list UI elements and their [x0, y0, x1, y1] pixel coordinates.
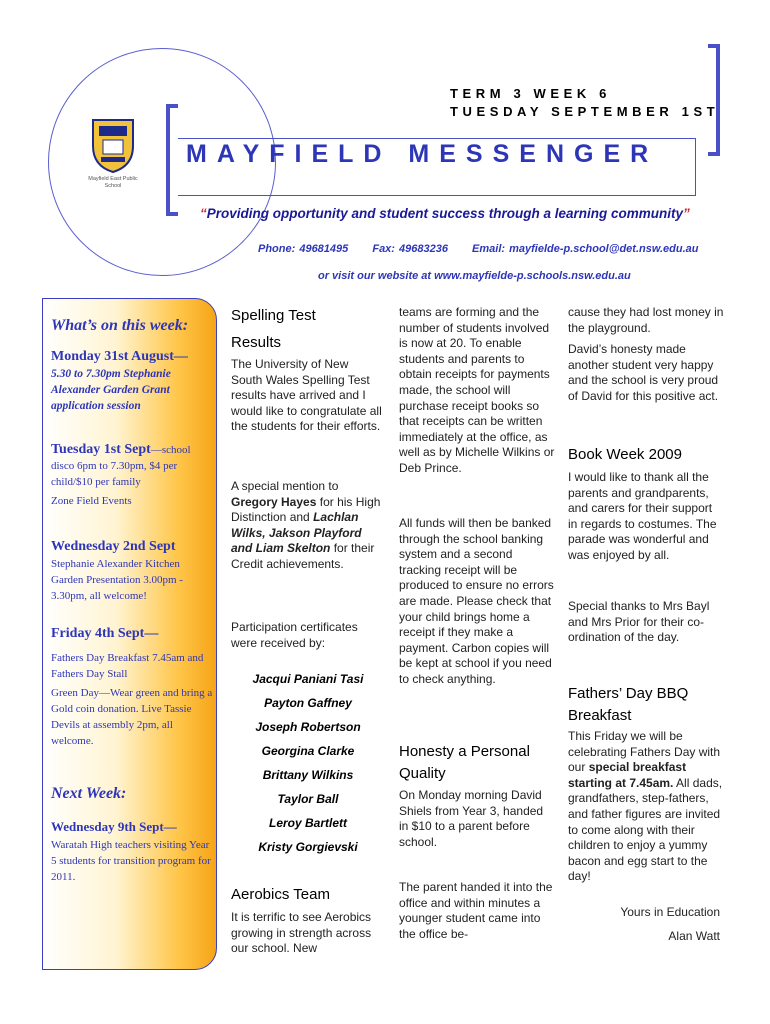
book-week-paragraph-2: Special thanks to Mrs Bayl and Mrs Prior for their co-ordination of the day.	[568, 599, 710, 645]
bbq-intro: This Friday we will be celebrating Fathers Day with our	[568, 729, 721, 775]
book-week-title: Book Week 2009	[568, 446, 682, 463]
funds-paragraph: All funds will then be banked through the school banking system and a second tracking receipt will be produced to ensure no errors are made. Please check that your child brings home a receipt if they make a payment. Carbon copies will be kept at school if you need to check anything.	[399, 516, 554, 686]
tuesday-heading: Tuesday 1st Sept—school	[51, 442, 191, 457]
monday-heading: Monday 31st August—	[51, 349, 188, 364]
spelling-title-line1: Spelling Test	[231, 307, 316, 324]
term-line: TERM 3 WEEK 6	[450, 86, 611, 101]
participation-text: Participation certificates were received by:	[231, 620, 358, 650]
email-address[interactable]: Email: mayfielde-p.school@det.nsw.edu.au	[472, 243, 699, 255]
next-detail: Waratah High teachers visiting Year 5 students for transition program for 2011.	[51, 839, 211, 883]
friday-day: Friday 4th Sept	[51, 626, 145, 641]
bbq-title-line2: Breakfast	[568, 707, 632, 724]
tuesday-day: Tuesday 1st Sept	[51, 442, 151, 457]
school-crest-icon	[91, 116, 135, 174]
honesty-title-line2: Quality	[399, 765, 446, 782]
whats-on-sidebar	[42, 298, 217, 970]
fax-number: Fax: 49683236	[372, 243, 448, 255]
mention-prefix: A special mention to	[231, 479, 339, 493]
honesty-title-line1: Honesty a Personal	[399, 743, 530, 760]
participant-name: Payton Gaffney	[264, 696, 352, 710]
participant-name: Joseph Robertson	[255, 720, 361, 734]
signoff: Yours in Education	[620, 905, 720, 919]
monday-detail: 5.30 to 7.30pm Stephanie Alexander Garden Grant application session	[51, 368, 171, 412]
spelling-title-line2: Results	[231, 334, 282, 351]
honesty-paragraph-2: The parent handed it into the office and within minutes a younger student came into the office be-	[399, 880, 553, 941]
spelling-mention	[231, 479, 383, 573]
next-week-heading: Next Week:	[51, 785, 127, 802]
tuesday-extra: Zone Field Events	[51, 495, 132, 507]
book-week-paragraph-1: I would like to thank all the parents and grandparents, and carers for their support in regards to costumes. The parade was wonderful and was enjoyed by all.	[568, 470, 717, 562]
participant-name: Taylor Ball	[277, 792, 339, 806]
aerobics-title: Aerobics Team	[231, 886, 330, 903]
spelling-intro: The University of New South Wales Spelling Test results have arrived and I would like to congratulate all the students for their efforts.	[231, 357, 382, 434]
mention-suffix: for his High Distinction and	[231, 494, 381, 525]
david-paragraph: David’s honesty made another student very happy and the school is very proud of David for this positive act.	[568, 342, 719, 403]
bracket-left	[166, 104, 178, 216]
credit-tail: for their Credit achievements.	[231, 541, 375, 571]
participant-name: Kristy Gorgievski	[258, 840, 358, 854]
participant-name: Jacqui Paniani Tasi	[252, 672, 364, 686]
phone-number: Phone: 49681495	[258, 243, 349, 255]
contact-line	[258, 243, 719, 255]
wednesday-detail: Stephanie Alexander Kitchen Garden Presentation 3.00pm - 3.30pm, all welcome!	[51, 558, 183, 602]
friday-heading: Friday 4th Sept—	[51, 626, 159, 641]
wednesday-day: Wednesday 2nd Sept	[51, 539, 176, 554]
friday-detail: Fathers Day Breakfast 7.45am and Fathers Day Stall	[51, 652, 204, 680]
logo-caption: Mayfield East Public School	[88, 176, 138, 189]
monday-day: Monday 31st August	[51, 349, 174, 364]
aerobics-text: It is terrific to see Aerobics growing in strength across our school. New	[231, 910, 372, 956]
bbq-paragraph	[568, 729, 724, 885]
participant-name: Brittany Wilkins	[262, 768, 354, 782]
school-logo	[84, 116, 142, 190]
next-day: Wednesday 9th Sept	[51, 819, 164, 834]
honesty-continued: cause they had lost money in the playground.	[568, 305, 724, 335]
signature-name: Alan Watt	[668, 929, 720, 943]
honesty-paragraph-1: On Monday morning David Shiels from Year 3, handed in $10 to a parent before school.	[399, 788, 544, 849]
bbq-highlight: special breakfast starting at 7.45am.	[568, 760, 687, 790]
tuesday-detail-first: school	[161, 444, 191, 456]
teams-paragraph: teams are forming and the number of students involved is now at 20. To enable students and parents to obtain receipts for payments made, the school will purchase receipt books so that receipts can be written immediately at the office, as well as by Michelle Wilkins or Deb Prince.	[399, 305, 555, 475]
tagline-close-quote: ”	[683, 206, 690, 221]
newsletter-title: MAYFIELD MESSENGER	[186, 140, 659, 168]
bbq-invite: All dads, grandfathers, step-fathers, and father figures are invited to come along with their children to enjoy a yummy bacon and egg start to the day!	[568, 775, 723, 884]
mention-name: Gregory Hayes	[231, 494, 317, 509]
tagline-open-quote: “	[200, 206, 207, 221]
friday-extra: Green Day—Wear green and bring a Gold coin donation. Live Tassie Devils at assembly 2pm, all welcome.	[51, 687, 213, 747]
sidebar-heading: What’s on this week:	[51, 317, 189, 334]
credit-names: Lachlan Wilks, Jakson Playford and Liam Skelton	[231, 510, 362, 556]
website-link[interactable]: or visit our website at www.mayfielde-p.schools.nsw.edu.au	[318, 270, 631, 282]
tuesday-detail: disco 6pm to 7.30pm, $4 per child/$10 per family	[51, 460, 178, 488]
bbq-title-line1: Fathers’ Day BBQ	[568, 685, 689, 702]
tagline-text: Providing opportunity and student success through a learning community	[206, 206, 684, 221]
bracket-right	[708, 44, 720, 156]
participant-name: Georgina Clarke	[261, 744, 355, 758]
date-line: TUESDAY SEPTEMBER 1ST	[450, 104, 720, 119]
next-heading: Wednesday 9th Sept—	[51, 819, 177, 834]
tagline	[200, 206, 690, 221]
participant-name: Leroy Bartlett	[268, 816, 348, 830]
